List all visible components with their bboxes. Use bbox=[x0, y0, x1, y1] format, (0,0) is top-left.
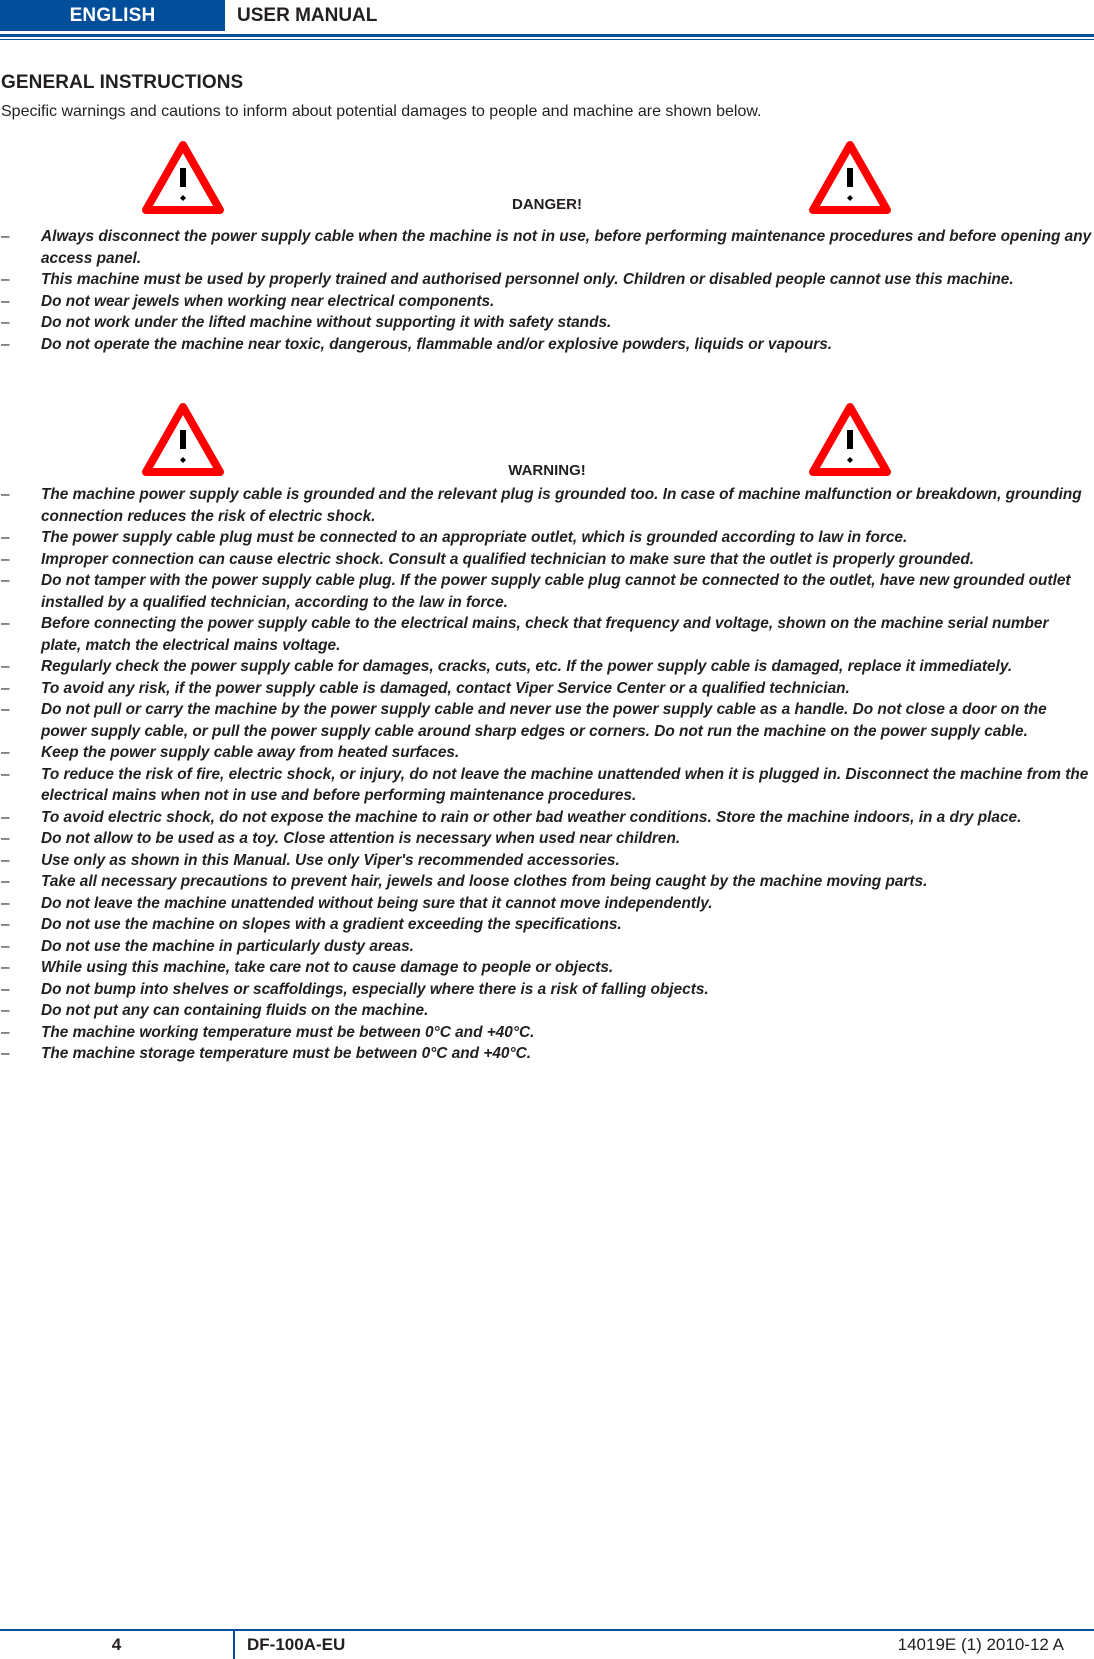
bullet-dash: – bbox=[1, 658, 10, 675]
list-item: – Regularly check the power supply cable for damages, cracks, cuts, etc. If the power supply cable is damaged, replace it immediately. bbox=[0, 656, 1094, 678]
list-item: – The machine working temperature must be between 0°C and +40°C. bbox=[0, 1022, 1094, 1044]
bullet-dash: – bbox=[1, 1023, 10, 1041]
list-item: – Do not pull or carry the machine by the power supply cable and never use the power supply cable as a handle. Do not close a door on the power supply cable, or pull the power supply cable around sharp edges or corners. Do not run the machine on the power supply cable. bbox=[1, 701, 1047, 740]
list-item: – Do not wear jewels when working near electrical components. bbox=[0, 291, 1094, 313]
language-tab: ENGLISH bbox=[0, 0, 225, 31]
bullet-dash: – bbox=[1, 980, 10, 998]
list-item: – Do not operate the machine near toxic, dangerous, flammable and/or explosive powders, liquids or vapours. bbox=[0, 334, 1094, 356]
list-item: – While using this machine, take care not to cause damage to people or objects. bbox=[0, 957, 1094, 979]
bullet-dash: – bbox=[1, 271, 10, 288]
list-item: – To avoid any risk, if the power supply cable is damaged, contact Viper Service Center or a qualified technician. bbox=[0, 678, 1094, 700]
warning-label: WARNING! bbox=[508, 462, 586, 479]
bullet-dash: – bbox=[1, 550, 10, 568]
bullet-dash: – bbox=[1, 937, 10, 955]
bullet-dash: – bbox=[1, 1002, 10, 1019]
list-item: – Take all necessary precautions to prevent hair, jewels and loose clothes from being caught by the machine moving parts. bbox=[0, 871, 1094, 893]
bullet-dash: – bbox=[1, 959, 10, 976]
bullet-dash: – bbox=[1, 873, 10, 890]
list-item: – The machine power supply cable is grounded and the relevant plug is grounded too. In case of machine malfunction or breakdown, grounding connection reduces the risk of electric shock. bbox=[1, 486, 1082, 525]
danger-header bbox=[0, 140, 1094, 220]
document-code: 14019E (1) 2010-12 A bbox=[897, 1635, 1064, 1654]
list-item: – The machine storage temperature must be between 0°C and +40°C. bbox=[0, 1043, 1094, 1065]
warning-triangle-icon bbox=[808, 140, 892, 216]
list-item: – Before connecting the power supply cable to the electrical mains, check that frequency and voltage, shown on the machine serial number plate, match the electrical mains voltage. bbox=[1, 615, 1049, 654]
list-item: – Do not use the machine in particularly dusty areas. bbox=[0, 936, 1094, 958]
warning-list bbox=[0, 484, 1094, 1065]
document-type-label: USER MANUAL bbox=[237, 5, 378, 26]
bullet-dash: – bbox=[1, 572, 10, 589]
list-item: – Use only as shown in this Manual. Use only Viper's recommended accessories. bbox=[0, 850, 1094, 872]
list-item: – To avoid electric shock, do not expose the machine to rain or other bad weather conditions. Store the machine indoors, in a dry place. bbox=[0, 807, 1094, 829]
bullet-dash: – bbox=[1, 808, 10, 826]
list-item: – The power supply cable plug must be connected to an appropriate outlet, which is grounded according to law in force. bbox=[0, 527, 1094, 549]
list-item: – Do not put any can containing fluids on the machine. bbox=[0, 1000, 1094, 1022]
list-item: – Always disconnect the power supply cable when the machine is not in use, before performing maintenance procedures and before opening any access panel. bbox=[1, 228, 1092, 267]
warning-header bbox=[0, 402, 1094, 482]
page-header bbox=[0, 0, 1094, 40]
bullet-dash: – bbox=[1, 335, 10, 353]
list-item: – This machine must be used by properly trained and authorised personnel only. Children or disabled people cannot use this machine. bbox=[0, 269, 1094, 291]
list-item: – Do not bump into shelves or scaffoldings, especially where there is a risk of falling objects. bbox=[0, 979, 1094, 1001]
bullet-dash: – bbox=[1, 314, 10, 331]
list-item: – Do not allow to be used as a toy. Close attention is necessary when used near children. bbox=[0, 828, 1094, 850]
bullet-dash: – bbox=[1, 228, 10, 245]
list-item: – Improper connection can cause electric shock. Consult a qualified technician to make sure that the outlet is properly grounded. bbox=[0, 549, 1094, 571]
section-title: GENERAL INSTRUCTIONS bbox=[1, 72, 244, 93]
list-item: – Do not use the machine on slopes with a gradient exceeding the specifications. bbox=[0, 914, 1094, 936]
bullet-dash: – bbox=[1, 701, 10, 718]
list-item: – Do not leave the machine unattended without being sure that it cannot move independently. bbox=[0, 893, 1094, 915]
bullet-dash: – bbox=[1, 1045, 10, 1062]
footer-divider bbox=[233, 1631, 235, 1659]
bullet-dash: – bbox=[1, 679, 10, 697]
bullet-dash: – bbox=[1, 615, 10, 632]
danger-label: DANGER! bbox=[512, 196, 582, 213]
bullet-dash: – bbox=[1, 851, 10, 869]
bullet-dash: – bbox=[1, 292, 10, 310]
bullet-dash: – bbox=[1, 486, 10, 503]
list-item: – Do not tamper with the power supply cable plug. If the power supply cable plug cannot be connected to the outlet, have new grounded outlet installed by a qualified technician, according to the law in force. bbox=[1, 572, 1071, 611]
page-number: 4 bbox=[111, 1635, 122, 1654]
section-intro: Specific warnings and cautions to inform about potential damages to people and machine are shown below. bbox=[1, 103, 762, 120]
list-item: – To reduce the risk of fire, electric shock, or injury, do not leave the machine unattended when it is plugged in. Disconnect the machine from the electrical mains when not in use and before performing maintenance procedures. bbox=[1, 765, 1089, 804]
header-rule-thick bbox=[0, 34, 1094, 37]
bullet-dash: – bbox=[1, 765, 10, 783]
bullet-dash: – bbox=[1, 894, 10, 912]
bullet-dash: – bbox=[1, 529, 10, 546]
list-item: – Do not work under the lifted machine without supporting it with safety stands. bbox=[0, 312, 1094, 334]
header-rule-thin bbox=[0, 39, 1094, 40]
list-item: – Keep the power supply cable away from heated surfaces. bbox=[0, 742, 1094, 764]
warning-triangle-icon bbox=[808, 402, 892, 478]
bullet-dash: – bbox=[1, 916, 10, 933]
model-code: DF-100A-EU bbox=[247, 1635, 346, 1654]
danger-list bbox=[0, 226, 1094, 355]
bullet-dash: – bbox=[1, 830, 10, 847]
bullet-dash: – bbox=[1, 744, 10, 761]
